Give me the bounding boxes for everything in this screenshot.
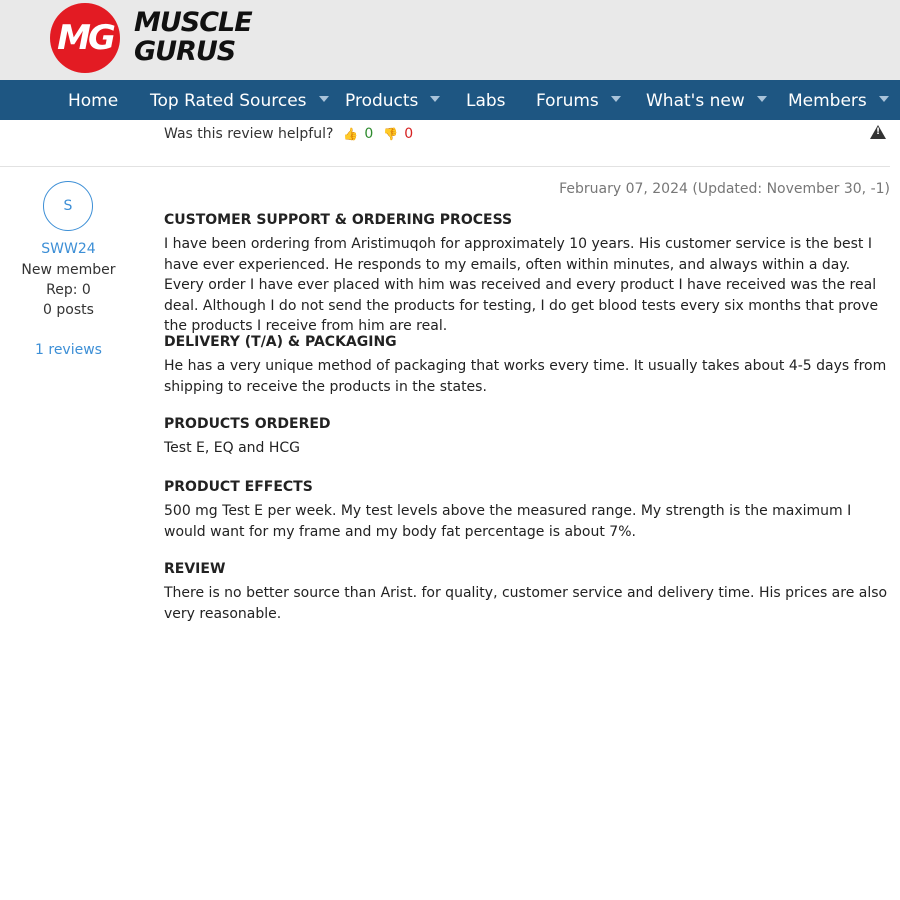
user-reviews-link[interactable]: 1 reviews	[35, 342, 102, 358]
thumbs-down-icon[interactable]: 👎	[383, 127, 399, 141]
review-date: February 07, 2024 (Updated: November 30, -1)	[559, 181, 890, 197]
section-title-effects: PRODUCT EFFECTS	[164, 479, 313, 495]
review-divider	[0, 166, 890, 167]
nav-whats-new[interactable]: What's new	[646, 80, 767, 120]
section-title-review: REVIEW	[164, 561, 226, 577]
thumbs-up-icon[interactable]: 👍	[343, 127, 359, 141]
section-title-products: PRODUCTS ORDERED	[164, 416, 331, 432]
avatar-letter: S	[63, 198, 73, 214]
section-body-review: There is no better source than Arist. for quality, customer service and delivery time. His prices are also very reasonable.	[164, 585, 888, 622]
logo-badge[interactable]: MG	[50, 3, 120, 73]
helpful-label: Was this review helpful?	[164, 126, 334, 142]
section-body-effects: 500 mg Test E per week. My test levels above the measured range. My strength is the maximum I would want for my frame and my body fat percentage is about 7%.	[164, 503, 852, 540]
section-title-support: CUSTOMER SUPPORT & ORDERING PROCESS	[164, 212, 513, 228]
logo-wordmark[interactable]	[134, 8, 252, 66]
avatar[interactable]	[43, 181, 93, 231]
chevron-down-icon[interactable]	[430, 96, 440, 102]
site-header	[0, 0, 900, 80]
nav-products[interactable]: Products	[345, 80, 440, 120]
chevron-down-icon[interactable]	[611, 96, 621, 102]
logo-line-1: MUSCLE	[134, 7, 252, 38]
nav-labs[interactable]: Labs	[466, 91, 506, 111]
logo-line-2: GURUS	[134, 36, 236, 67]
nav-home[interactable]: Home	[68, 91, 119, 111]
section-title-delivery: DELIVERY (T/A) & PACKAGING	[164, 334, 397, 350]
chevron-down-icon[interactable]	[757, 96, 767, 102]
helpful-down-count: 0	[404, 126, 414, 142]
helpful-bar	[164, 124, 413, 144]
section-body-delivery: He has a very unique method of packaging that works every time. It usually takes about 4-5 days from shipping to receive the products in the states.	[164, 358, 887, 395]
helpful-up-count: 0	[364, 126, 374, 142]
section-body-support: I have been ordering from Aristimuqoh for approximately 10 years. His customer service is the best I have ever experienced. He responds to my emails, often within minutes, and always within a day. Every order I have ever placed with him was received and every product I have received was the real deal. Although I do not send the products for testing, I do get blood tests every six months that prove the products I receive from him are real.	[164, 236, 879, 334]
chevron-down-icon[interactable]	[319, 96, 329, 102]
nav-members[interactable]: Members	[788, 80, 889, 120]
user-role: New member	[21, 262, 116, 278]
main-nav	[0, 80, 900, 120]
user-posts: 0 posts	[43, 302, 94, 318]
nav-forums[interactable]: Forums	[536, 80, 621, 120]
username-link[interactable]: SWW24	[41, 241, 96, 257]
section-body-products: Test E, EQ and HCG	[164, 440, 301, 456]
user-rep: Rep: 0	[46, 282, 91, 298]
report-warning-icon[interactable]	[870, 125, 886, 139]
chevron-down-icon[interactable]	[879, 96, 889, 102]
nav-top-rated-sources[interactable]: Top Rated Sources	[150, 80, 329, 120]
